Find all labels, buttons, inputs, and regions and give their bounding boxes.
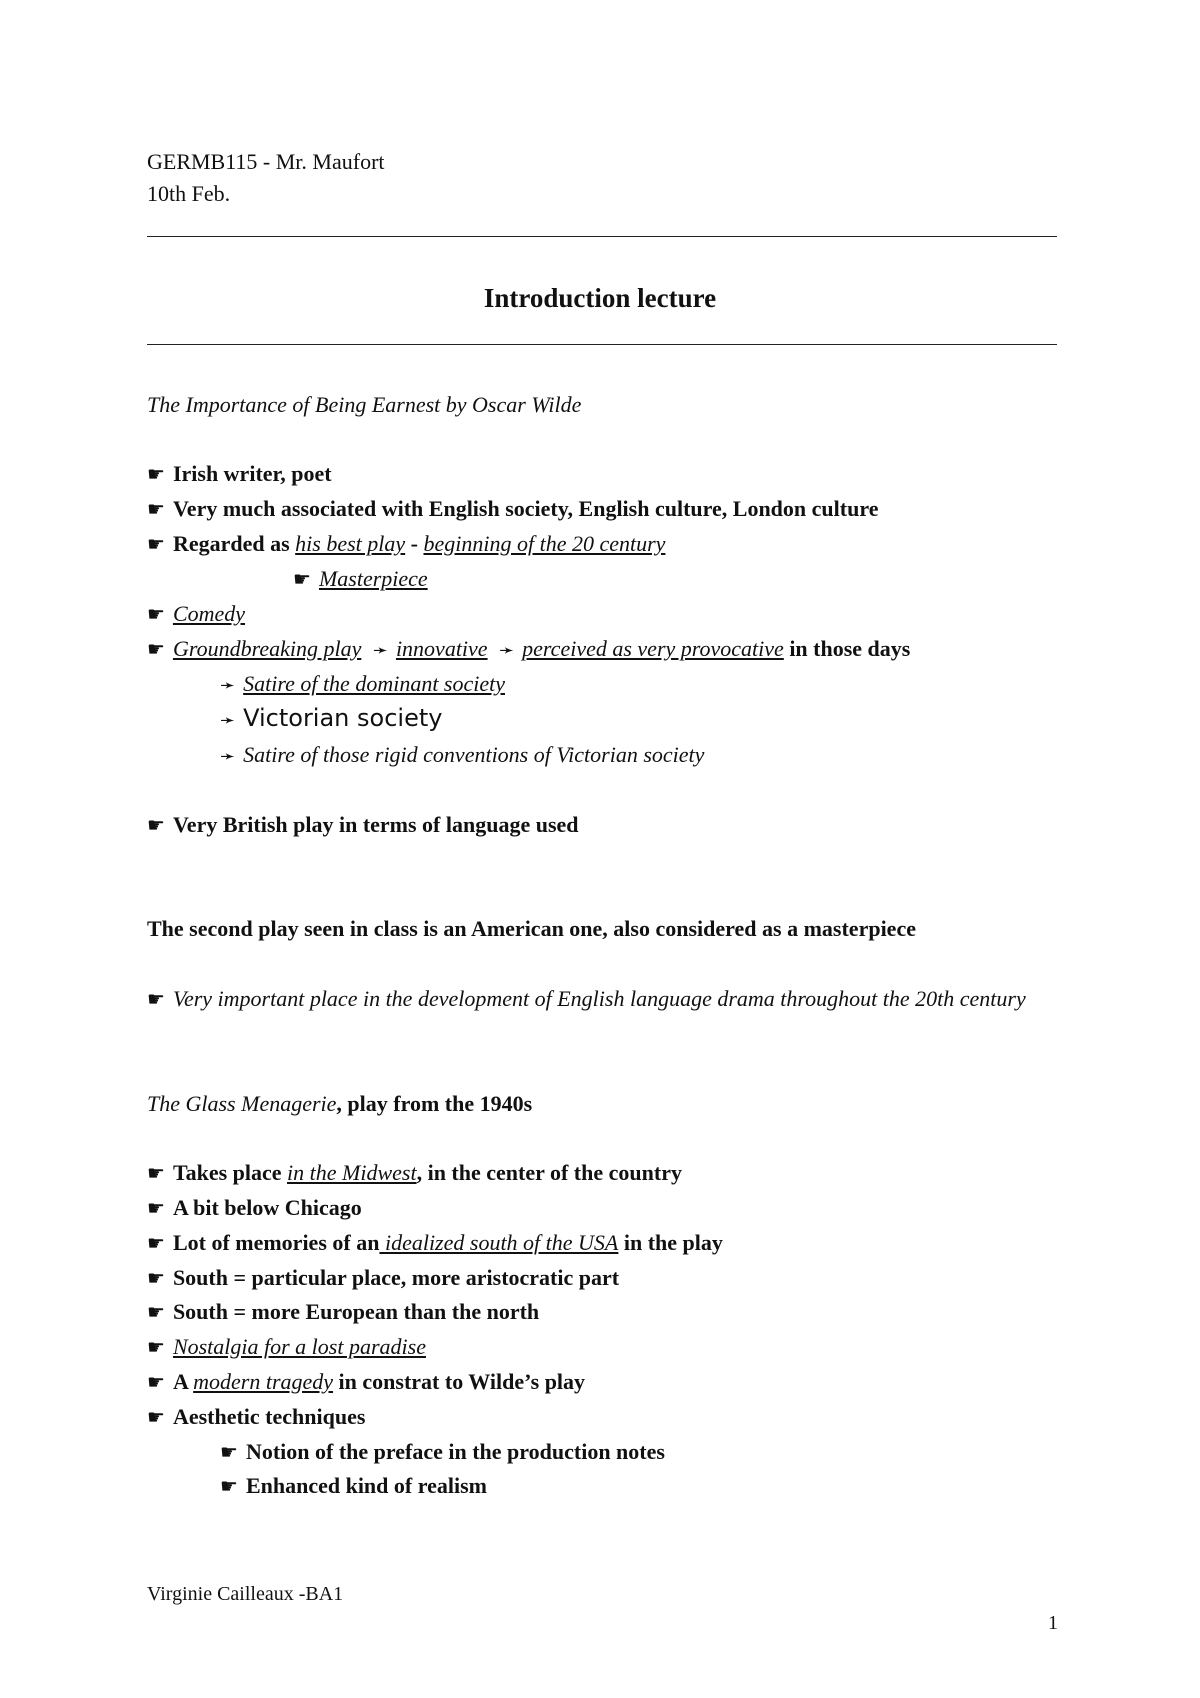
- course-header: GERMB115 - Mr. Maufort: [147, 149, 385, 174]
- pointing-hand-icon: ☛: [147, 813, 165, 837]
- pointing-hand-icon: ☛: [147, 462, 165, 486]
- bullet-item: ☛ A bit below Chicago: [147, 1195, 362, 1220]
- bullet-item: ☛ Aesthetic techniques: [147, 1404, 366, 1429]
- pointing-hand-icon: ☛: [147, 1266, 165, 1290]
- bullet-item: ☛ Nostalgia for a lost paradise: [147, 1334, 426, 1359]
- bullet-item: ☛ Groundbreaking play ➛ innovative ➛ perceived as very provocative in those days: [147, 636, 911, 661]
- bullet-item: ☛ Very much associated with English society, English culture, London culture: [147, 496, 879, 521]
- arrow-icon: ➛: [372, 640, 388, 661]
- pointing-hand-icon: ☛: [293, 567, 311, 591]
- pointing-hand-icon: ☛: [147, 1161, 165, 1185]
- bottom-rule: [147, 344, 1057, 345]
- bullet-item: ☛ Very British play in terms of language used: [147, 812, 579, 837]
- bullet-item: ☛ Lot of memories of an idealized south of the USA in the play: [147, 1230, 723, 1255]
- play-intro: The Importance of Being Earnest by Oscar Wilde: [147, 392, 582, 417]
- bullet-item: ☛ Takes place in the Midwest, in the center of the country: [147, 1160, 682, 1185]
- page-number: 1: [1048, 1612, 1058, 1634]
- sub-bullet-item: ☛ Masterpiece: [293, 566, 428, 591]
- sub-bullet-item: ☛ Notion of the preface in the production notes: [220, 1439, 665, 1464]
- top-rule: [147, 236, 1057, 237]
- arrow-item: ➛ Satire of the dominant society: [220, 671, 506, 696]
- bullet-item: ☛ Irish writer, poet: [147, 461, 332, 486]
- pointing-hand-icon: ☛: [147, 1300, 165, 1324]
- arrow-icon: ➛: [220, 675, 236, 696]
- pointing-hand-icon: ☛: [147, 637, 165, 661]
- pointing-hand-icon: ☛: [147, 1335, 165, 1359]
- date-header: 10th Feb.: [147, 181, 231, 206]
- bullet-item: ☛ South = more European than the north: [147, 1299, 540, 1324]
- arrow-icon: ➛: [499, 640, 515, 661]
- page-title: Introduction lecture: [483, 283, 717, 313]
- pointing-hand-icon: ☛: [147, 987, 165, 1011]
- pointing-hand-icon: ☛: [220, 1474, 238, 1498]
- pointing-hand-icon: ☛: [147, 532, 165, 556]
- arrow-item: ➛ Satire of those rigid conventions of Victorian society: [220, 742, 705, 767]
- arrow-icon: ➛: [220, 746, 236, 767]
- bullet-item: ☛ Comedy: [147, 601, 246, 626]
- play-heading: The Glass Menagerie, play from the 1940s: [147, 1091, 533, 1116]
- bullet-item: ☛ Regarded as his best play - beginning of the 20 century: [147, 531, 666, 556]
- footer-author: Virginie Cailleaux -BA1: [147, 1583, 344, 1605]
- bullet-item: ☛ A modern tragedy in constrat to Wilde’s play: [147, 1369, 586, 1394]
- arrow-item: ➛ Victorian society: [220, 704, 443, 732]
- pointing-hand-icon: ☛: [147, 1231, 165, 1255]
- sub-bullet-item: ☛ Enhanced kind of realism: [220, 1473, 487, 1498]
- pointing-hand-icon: ☛: [147, 1196, 165, 1220]
- bullet-item: ☛ South = particular place, more aristocratic part: [147, 1265, 620, 1290]
- italic-note: ☛ Very important place in the development of English language drama throughout the 20th century: [147, 986, 1026, 1011]
- pointing-hand-icon: ☛: [147, 1370, 165, 1394]
- paragraph: The second play seen in class is an American one, also considered as a masterpiece: [147, 916, 916, 941]
- pointing-hand-icon: ☛: [147, 497, 165, 521]
- arrow-icon: ➛: [220, 710, 236, 731]
- pointing-hand-icon: ☛: [220, 1440, 238, 1464]
- pointing-hand-icon: ☛: [147, 602, 165, 626]
- pointing-hand-icon: ☛: [147, 1405, 165, 1429]
